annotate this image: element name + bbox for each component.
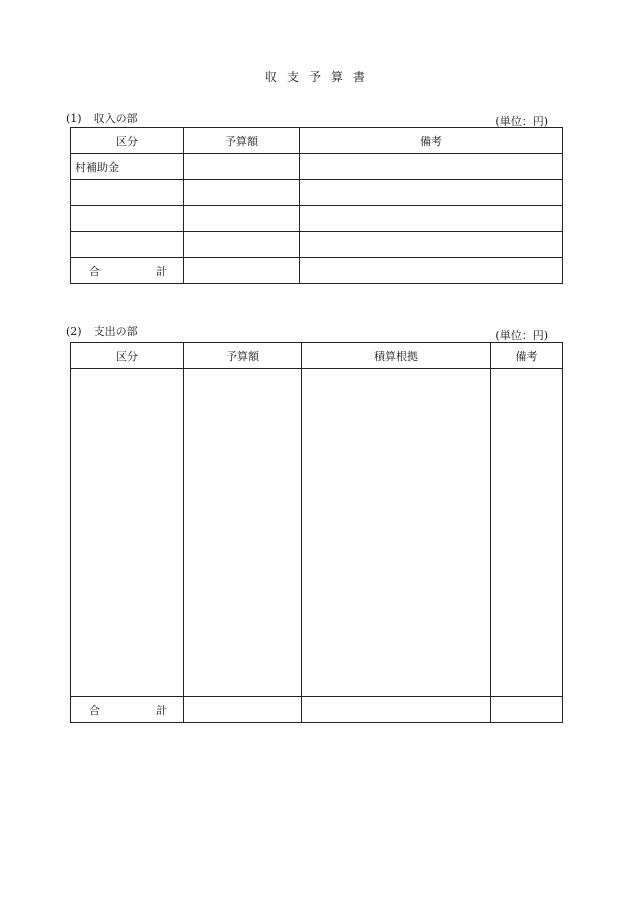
income-total-amount-cell[interactable] [184,258,300,284]
income-section-number: (1) [66,112,82,125]
expense-header-row [71,343,563,369]
title-char: 書 [353,70,366,84]
title-char: 予 [308,70,321,84]
expense-basis-cell[interactable] [302,369,491,697]
income-amount-cell[interactable] [184,206,300,232]
expense-col-header: 予算額 [184,343,302,369]
expense-section-number: (2) [66,325,82,338]
income-col-header: 予算額 [184,128,300,154]
title-char: 収 [264,70,277,84]
income-remarks-cell[interactable] [300,180,563,206]
expense-total-basis-cell[interactable] [302,697,491,723]
expense-col-header: 備考 [491,343,563,369]
income-section-heading [66,110,138,126]
expense-col-header: 区分 [71,343,184,369]
expense-section-title: 支出の部 [93,325,138,338]
expense-amount-cell[interactable] [184,369,302,697]
income-col-header: 備考 [300,128,563,154]
expense-total-remarks-cell[interactable] [491,697,563,723]
total-label-left: 合 [89,703,100,717]
income-category-cell[interactable] [71,206,184,232]
income-total-row [71,258,563,284]
document-title [0,68,630,85]
income-category-cell[interactable] [71,232,184,258]
income-total-label [71,258,184,284]
expense-body-row [71,369,563,697]
income-category-cell[interactable]: 村補助金 [71,154,184,180]
title-char: 算 [331,70,344,84]
income-amount-cell[interactable] [184,154,300,180]
expense-remarks-cell[interactable] [491,369,563,697]
total-label-right: 計 [156,264,167,278]
expense-section-heading [66,323,138,339]
total-label-left: 合 [89,264,100,278]
table-row [71,180,563,206]
income-table [70,127,563,284]
table-row [71,154,563,180]
expense-unit-label: (単位：円) [495,329,548,342]
income-total-remarks-cell[interactable] [300,258,563,284]
income-unit-label: (単位：円) [495,115,548,128]
total-label-right: 計 [156,703,167,717]
expense-table [70,342,563,723]
income-remarks-cell[interactable] [300,154,563,180]
expense-total-amount-cell[interactable] [184,697,302,723]
income-header-row [71,128,563,154]
income-category-cell[interactable] [71,180,184,206]
income-amount-cell[interactable] [184,180,300,206]
expense-category-cell[interactable] [71,369,184,697]
expense-total-label [71,697,184,723]
expense-total-row [71,697,563,723]
income-amount-cell[interactable] [184,232,300,258]
title-char: 支 [286,70,299,84]
income-remarks-cell[interactable] [300,206,563,232]
income-remarks-cell[interactable] [300,232,563,258]
expense-col-header: 積算根拠 [302,343,491,369]
income-section-title: 収入の部 [93,112,138,125]
table-row [71,232,563,258]
income-col-header: 区分 [71,128,184,154]
table-row [71,206,563,232]
